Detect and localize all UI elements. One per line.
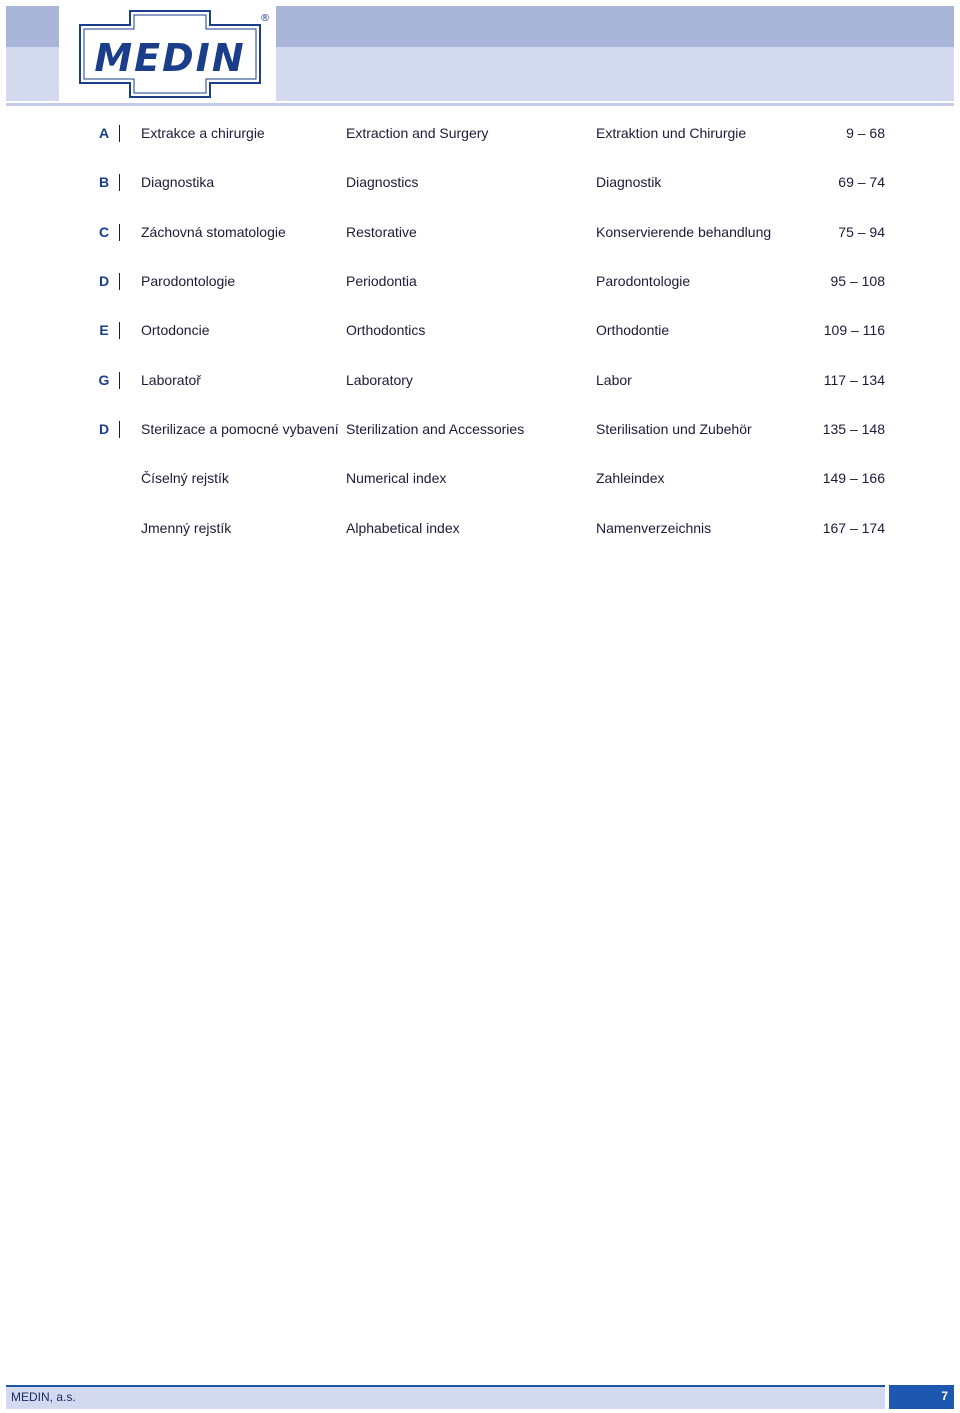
section-divider: [119, 372, 120, 389]
header-band-left: [6, 6, 59, 47]
title-czech: Číselný rejstík: [141, 470, 229, 486]
page-range: 149 – 166: [822, 470, 885, 486]
title-english: Periodontia: [346, 273, 417, 289]
section-divider: [119, 125, 120, 142]
toc-row: [0, 315, 960, 345]
title-czech: Sterilizace a pomocné vybavení: [141, 421, 339, 437]
title-czech: Laboratoř: [141, 372, 201, 388]
title-english: Diagnostics: [346, 174, 419, 190]
section-letter: G: [98, 372, 110, 388]
section-letter: B: [98, 174, 110, 190]
footer-page-box: [889, 1385, 954, 1409]
logo-wordmark: MEDIN: [94, 36, 246, 80]
page-range: 109 – 116: [823, 322, 885, 338]
title-german: Konservierende behandlung: [596, 224, 772, 240]
header-band-left-light: [6, 47, 59, 101]
title-german: Diagnostik: [596, 174, 662, 190]
footer-company: MEDIN, a.s.: [11, 1390, 76, 1404]
section-letter: D: [98, 421, 110, 437]
title-english: Extraction and Surgery: [346, 125, 489, 141]
section-divider: [119, 322, 120, 339]
title-czech: Extrakce a chirurgie: [141, 125, 265, 141]
section-divider: [119, 273, 120, 290]
page-range: 167 – 174: [822, 520, 885, 536]
title-czech: Ortodoncie: [141, 322, 210, 338]
title-english: Sterilization and Accessories: [346, 421, 525, 437]
page-range: 75 – 94: [838, 224, 885, 240]
page-range: 9 – 68: [846, 125, 885, 141]
title-german: Extraktion und Chirurgie: [596, 125, 747, 141]
toc-row: [0, 167, 960, 197]
footer-bar: [6, 1385, 885, 1409]
section-letter: C: [98, 224, 110, 240]
title-english: Alphabetical index: [346, 520, 460, 536]
section-divider: [119, 224, 120, 241]
toc-row: [0, 513, 960, 543]
title-german: Sterilisation und Zubehör: [596, 421, 752, 437]
title-czech: Záchovná stomatologie: [141, 224, 286, 240]
page-range: 117 – 134: [823, 372, 885, 388]
medin-logo: [70, 5, 270, 103]
toc-row: [0, 414, 960, 444]
title-german: Labor: [596, 372, 632, 388]
title-czech: Diagnostika: [141, 174, 215, 190]
page-range: 69 – 74: [838, 174, 885, 190]
title-english: Laboratory: [346, 372, 413, 388]
toc-row: [0, 365, 960, 395]
toc-row: [0, 217, 960, 247]
title-english: Orthodontics: [346, 322, 426, 338]
page-range: 95 – 108: [830, 273, 885, 289]
title-czech: Jmenný rejstík: [141, 520, 232, 536]
toc-row: [0, 463, 960, 493]
title-german: Orthodontie: [596, 322, 670, 338]
section-letter: D: [98, 273, 110, 289]
header-band-right: [276, 6, 954, 47]
section-divider: [119, 421, 120, 438]
title-german: Zahleindex: [596, 470, 665, 486]
logo-registered-mark: ®: [260, 13, 270, 24]
header-divider: [6, 103, 954, 106]
toc-row: [0, 118, 960, 148]
title-german: Namenverzeichnis: [596, 520, 712, 536]
section-letter: A: [98, 125, 110, 141]
page-number: 7: [941, 1389, 948, 1403]
toc-row: [0, 266, 960, 296]
section-letter: E: [99, 322, 109, 338]
section-divider: [119, 174, 120, 191]
title-english: Restorative: [346, 224, 417, 240]
title-german: Parodontologie: [596, 273, 691, 289]
title-czech: Parodontologie: [141, 273, 236, 289]
title-english: Numerical index: [346, 470, 447, 486]
header-band-right-light: [276, 47, 954, 101]
page-range: 135 – 148: [822, 421, 885, 437]
